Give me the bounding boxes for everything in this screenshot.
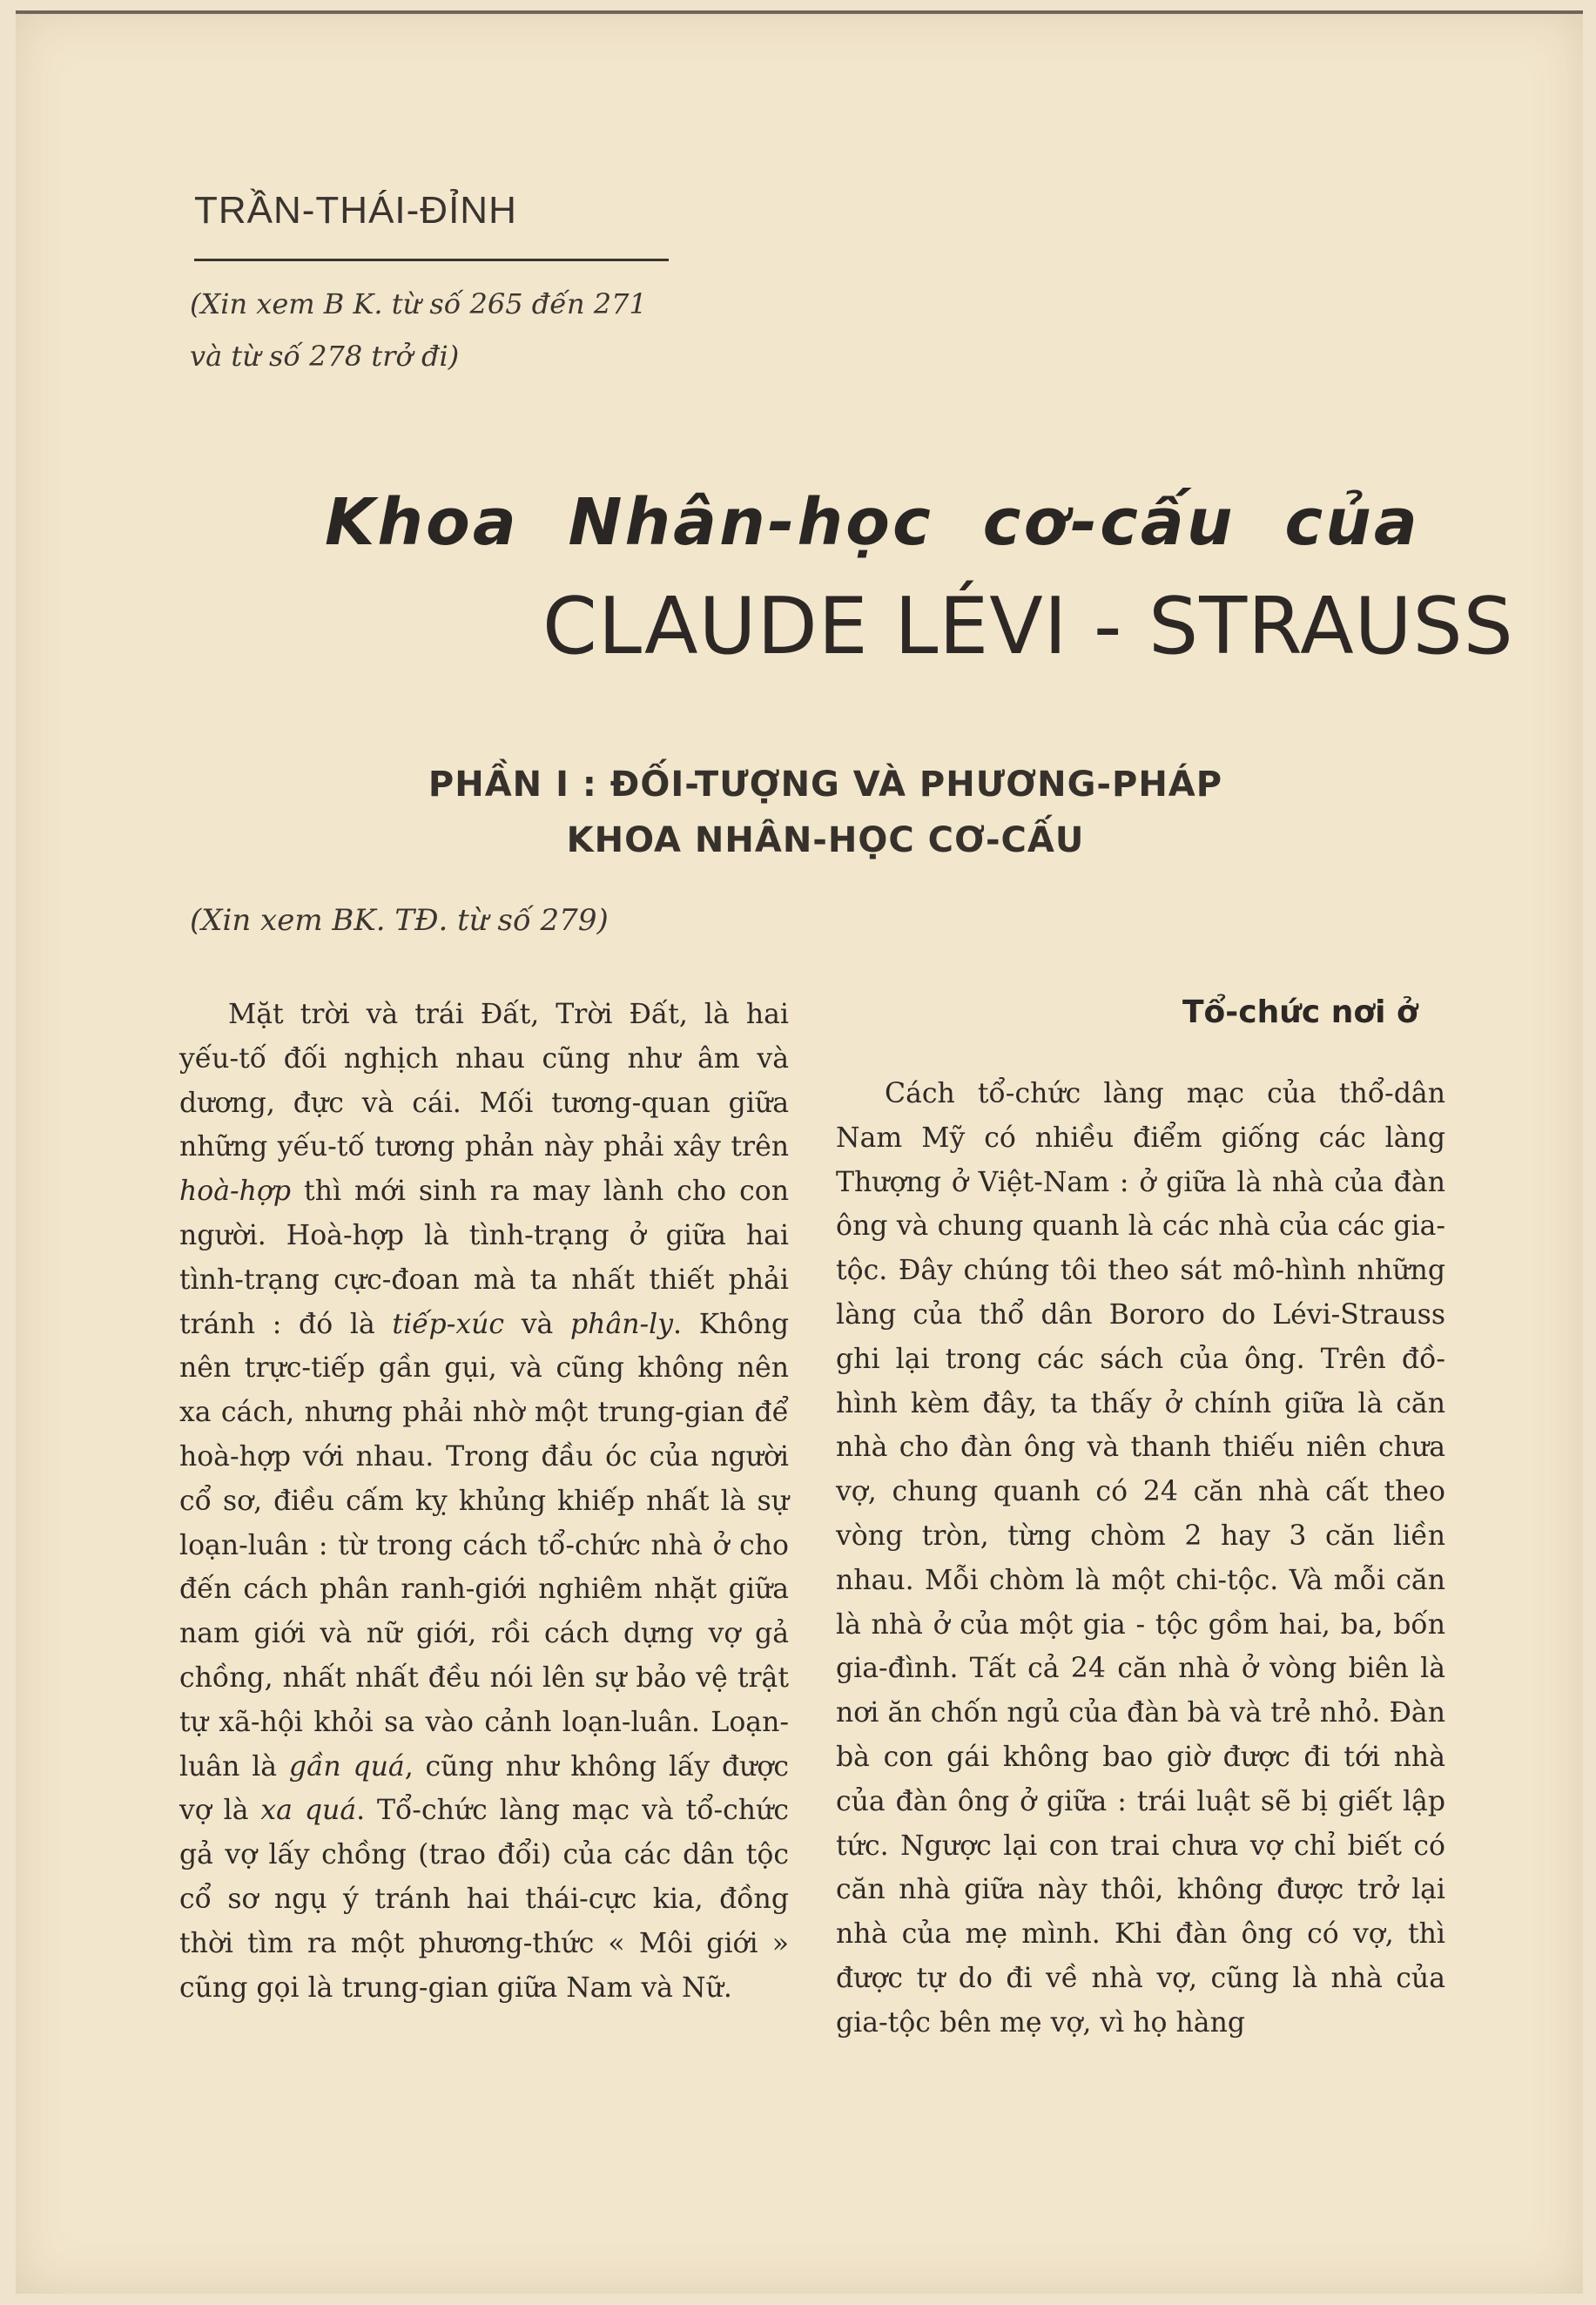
right-column: [836, 1072, 1445, 2046]
emphasis-hoa-hop: hoà-hợp: [179, 1176, 292, 1208]
right-column-paragraph: Cách tổ-chức làng mạc của thổ-dân Nam Mỹ có nhiều điểm giống các làng Thượng ở Việt-Nam : ở giữa là nhà của đàn ông và chung quanh là các nhà của các gia-tộc. Đây chúng tôi theo sát mô-hình những làng của thổ dân Bororo do Lévi-Strauss ghi lại trong các sách của ông. Trên đồ-hình kèm đây, ta thấy ở chính giữa là căn nhà cho đàn ông và thanh thiếu niên chưa vợ, chung quanh có 24 căn nhà cất theo vòng tròn, từng chòm 2 hay 3 căn liền nhau. Mỗi chòm là một chi-tộc. Và mỗi căn là nhà ở của một gia - tộc gồm hai, ba, bốn gia-đình. Tất cả 24 căn nhà ở vòng biên là nơi ăn chốn ngủ của đàn bà và trẻ nhỏ. Đàn bà con gái không bao giờ được đi tới nhà của đàn ông ở giữa : trái luật sẽ bị giết lập tức. Ngược lại con trai chưa vợ chỉ biết có căn nhà giữa này thôi, không được trở lại nhà của mẹ mình. Khi đàn ông có vợ, thì được tự do đi về nhà vợ, cũng là nhà của gia-tộc bên mẹ vợ, vì họ hàng: [836, 1078, 1445, 2039]
part-heading-line-2: KHOA NHÂN-HỌC CƠ-CẤU: [566, 820, 1085, 860]
left-column-paragraph: Mặt trời và trái Đất, Trời Đất, là hai yếu-tố đối nghịch nhau cũng như âm và dương, đực và cái. Mối tương-quan giữa những yếu-tố tương phản này phải xây trên hoà-hợp thì mới sinh ra may lành cho con người. Hoà-hợp là tình-trạng ở giữa hai tình-trạng cực-đoan mà ta nhất thiết phải tránh : đó là tiếp-xúc và phân-ly. Không nên trực-tiếp gần gụi, và cũng không nên xa cách, nhưng phải nhờ một trung-gian để hoà-hợp với nhau. Trong đầu óc của người cổ sơ, điều cấm kỵ khủng khiếp nhất là sự loạn-luân : từ trong cách tổ-chức nhà ở cho đến cách phân ranh-giới nghiêm nhặt giữa nam giới và nữ giới, rồi cách dựng vợ gả chồng, nhất nhất đều nói lên sự bảo vệ trật tự xã-hội khỏi sa vào cảnh loạn-luân. Loạn-luân là gần quá, cũng như không lấy được vợ là xa quá. Tổ-chức làng mạc và tổ-chức gả vợ lấy chồng (trao đổi) của các dân tộc cổ sơ ngụ ý tránh hai thái-cực kia, đồng thời tìm ra một phương-thức « Môi giới » cũng gọi là trung-gian giữa Nam và Nữ.: [179, 999, 790, 2004]
author-name: TRẦN-THÁI-ĐỈNH: [194, 189, 517, 232]
left-column: [179, 993, 789, 2010]
series-note-line-1: (Xin xem B K. từ số 265 đến 271: [190, 287, 647, 320]
emphasis-gan-qua: gần quá: [288, 1750, 405, 1783]
emphasis-tiep-xuc: tiếp-xúc: [392, 1308, 505, 1340]
article-title-subject: CLAUDE LÉVI - STRAUSS: [542, 581, 1514, 672]
author-underline: [194, 259, 669, 261]
article-title: Khoa Nhân-học cơ-cấu của: [325, 485, 1420, 560]
part-heading-line-1: PHẦN I : ĐỐI-TƯỢNG VÀ PHƯƠNG-PHÁP: [428, 765, 1223, 805]
emphasis-xa-qua: xa quá: [260, 1795, 357, 1827]
emphasis-phan-ly: phân-ly: [570, 1308, 674, 1340]
page-top-edge: [16, 10, 1583, 14]
reference-note: (Xin xem BK. TĐ. từ số 279): [190, 903, 609, 938]
magazine-page: [16, 10, 1583, 2294]
section-heading: Tổ-chức nơi ở: [1182, 994, 1418, 1030]
series-note-line-2: và từ số 278 trở đi): [190, 340, 460, 373]
